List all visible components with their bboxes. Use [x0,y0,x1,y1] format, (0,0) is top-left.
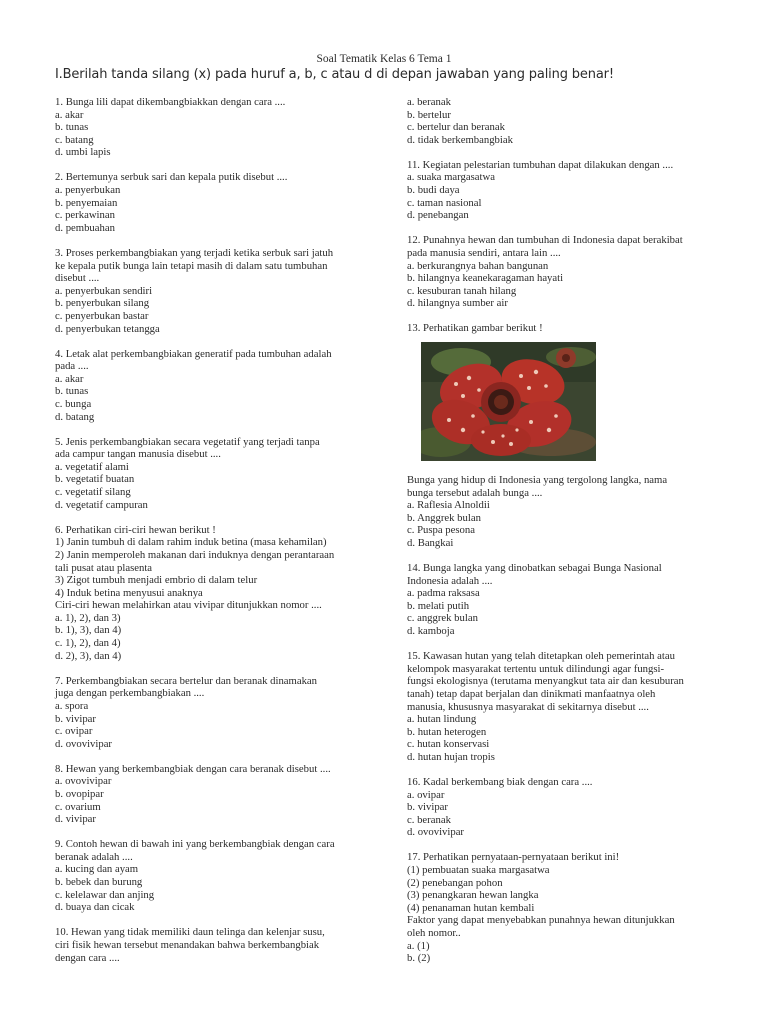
answer-option: c. hutan konservasi [407,738,490,751]
answer-option: c. ovarium [55,800,101,813]
answer-option: c. perkawinan [55,209,115,222]
question-text: pada manusia sendiri, antara lain .... [407,246,561,259]
answer-option: c. bunga [55,397,92,410]
question-5 [55,436,375,512]
answer-option: b. ovopipar [55,788,104,800]
answer-option: b. hilangnya keanekaragaman hayati [407,272,564,285]
answer-option: a. hutan lindung [407,713,477,726]
answer-option: a. 1), 2), dan 3) [55,611,121,624]
answer-option: d. Bangkai [407,536,454,549]
question-text: 7. Perkembangbiakan secara bertelur dan beranak dinamakan [55,674,318,687]
question-text: ke kepala putik bunga lain tetapi masih di dalam satu tumbuhan [55,259,328,272]
answer-option: b. hutan heterogen [407,725,487,738]
question-1 [55,96,375,159]
answer-option: b. vegetatif buatan [55,473,135,486]
answer-option: a. padma raksasa [407,587,480,600]
question-text: ada campur tangan manusia disebut .... [55,448,221,461]
question-text: fungsi ekologisnya (terutama menyangkut tata air dan kesuburan [407,675,684,688]
answer-option: c. bertelur dan beranak [407,121,505,134]
question-text: 11. Kegiatan pelestarian tumbuhan dapat dilakukan dengan .... [407,158,674,171]
question-text: 3. Proses perkembangbiakan yang terjadi ketika serbuk sari jatuh [55,246,334,259]
answer-option: a. berkurangnya bahan bangunan [407,259,549,272]
answer-option: c. ovipar [55,725,93,738]
answer-option: c. kelelawar dan anjing [55,888,155,901]
question-text: juga dengan perkembangbiakan .... [55,687,205,700]
answer-option: d. pembuahan [55,221,115,234]
question-9 [55,838,375,914]
answer-option: d. ovovivipar [55,737,112,750]
question-text: 16. Kadal berkembang biak dengan cara .... [407,775,593,788]
question-8 [55,763,375,826]
instruction-heading: I.Berilah tanda silang (x) pada huruf a, b, c atau d di depan jawaban yang paling benar! [55,67,614,82]
question-text: oleh nomor.. [407,927,461,939]
answer-option: d. hilangnya sumber air [407,297,508,310]
answer-option: d. ovovivipar [407,826,464,839]
answer-option: a. suaka margasatwa [407,171,495,184]
question-17 [407,851,727,964]
answer-option: a. (1) [407,939,430,952]
question-7 [55,675,375,751]
question-10-options [407,96,727,146]
question-13 [407,322,727,549]
question-text: 4. Letak alat perkembangbiakan generatif pada tumbuhan adalah [55,347,332,360]
question-text: pada .... [55,360,89,373]
answer-option: d. vivipar [55,813,96,826]
question-text: 6. Perhatikan ciri-ciri hewan berikut ! [55,523,216,536]
question-text: bunga tersebut adalah bunga .... [407,486,543,499]
question-text: ciri fisik hewan tersebut menandakan bahwa berkembangbiak [55,938,320,951]
question-text: 13. Perhatikan gambar berikut ! [407,322,543,335]
answer-option: d. kamboja [407,625,455,638]
rafflesia-flower-photo [421,342,596,461]
question-text: 15. Kawasan hutan yang telah ditetapkan oleh pemerintah atau [407,650,675,663]
question-text: 12. Punahnya hewan dan tumbuhan di Indonesia dapat berakibat [407,234,683,247]
answer-option: c. anggrek bulan [407,612,478,625]
question-text: 3) Zigot tumbuh menjadi embrio di dalam telur [55,574,258,587]
question-text: tanah) tetap dapat berjalan dan dinikmati manfaatnya oleh [407,687,656,700]
answer-option: d. umbi lapis [55,146,111,159]
question-text: Indonesia adalah .... [407,574,493,587]
answer-option: a. spora [55,699,89,712]
answer-option: a. kucing dan ayam [55,863,139,876]
question-text: Faktor yang dapat menyebabkan punahnya hewan ditunjukkan [407,914,675,927]
question-text: 2. Bertemunya serbuk sari dan kepala putik disebut .... [55,171,288,184]
answer-option: a. ovipar [407,788,445,801]
question-text: (3) penangkaran hewan langka [407,889,539,902]
question-text: 10. Hewan yang tidak memiliki daun telinga dan kelenjar susu, [55,926,325,939]
answer-option: d. buaya dan cicak [55,901,135,914]
answer-option: c. Puspa pesona [407,524,475,537]
question-text: 2) Janin memperoleh makanan dari induknya dengan perantaraan [55,548,335,561]
answer-option: b. Anggrek bulan [407,511,481,524]
answer-option: b. bertelur [407,108,451,121]
answer-option: a. vegetatif alami [55,460,129,473]
question-10 [55,926,375,964]
answer-option: c. kesuburan tanah hilang [407,284,517,297]
answer-option: d. penebangan [407,209,469,222]
answer-option: b. tunas [55,385,89,398]
question-text: tali pusat atau plasenta [55,561,153,574]
question-text: 4) Induk betina menyusui anaknya [55,586,203,599]
answer-option: c. penyerbukan bastar [55,309,149,322]
question-text: 9. Contoh hewan di bawah ini yang berkembangbiak dengan cara [55,838,335,851]
answer-option: a. beranak [407,96,451,108]
question-4 [55,348,375,424]
question-12 [407,234,727,310]
answer-option: b. budi daya [407,184,460,197]
answer-option: d. vegetatif campuran [55,498,148,511]
answer-option: b. vivipar [407,801,448,814]
answer-option: c. beranak [407,813,451,826]
answer-option: b. 1), 3), dan 4) [55,624,122,637]
question-14 [407,562,727,638]
answer-option: b. bebek dan burung [55,876,143,889]
question-text: beranak adalah .... [55,850,133,863]
answer-option: a. ovovivipar [55,775,112,788]
question-text: dengan cara .... [55,951,120,964]
question-text: (1) pembuatan suaka margasatwa [407,864,550,877]
answer-option: c. 1), 2), dan 4) [55,637,121,650]
question-11 [407,159,727,222]
answer-option: d. hutan hujan tropis [407,750,495,763]
answer-option: d. penyerbukan tetangga [55,322,160,335]
question-text: 5. Jenis perkembangbiakan secara vegetatif yang terjadi tanpa [55,435,320,448]
question-text: (2) penebangan pohon [407,876,503,889]
answer-option: b. (2) [407,952,431,965]
document-title: Soal Tematik Kelas 6 Tema 1 [316,53,452,65]
answer-option: c. batang [55,133,94,146]
answer-option: a. Raflesia Alnoldii [407,499,490,512]
answer-option: b. penyemaian [55,196,118,209]
question-text: Ciri-ciri hewan melahirkan atau vivipar ditunjukkan nomor .... [55,599,322,612]
question-text: Bunga yang hidup di Indonesia yang tergolong langka, nama [407,474,668,486]
question-3 [55,247,375,335]
answer-option: c. taman nasional [407,196,482,209]
answer-option: c. vegetatif silang [55,486,131,499]
answer-option: d. tidak berkembangbiak [407,133,513,146]
right-column [407,96,727,977]
answer-option: a. penyerbukan [55,184,121,197]
question-16 [407,776,727,839]
answer-option: a. penyerbukan sendiri [55,284,153,297]
question-text: (4) penanaman hutan kembali [407,901,535,914]
question-text: 1) Janin tumbuh di dalam rahim induk betina (masa kehamilan) [55,536,327,549]
answer-option: b. melati putih [407,599,470,612]
question-6 [55,524,375,663]
question-text: manusia, khususnya masyarakat di sekitarnya disebut .... [407,700,649,713]
question-text: 8. Hewan yang berkembangbiak dengan cara beranak disebut .... [55,762,331,775]
answer-option: a. akar [55,372,84,385]
answer-option: b. penyerbukan silang [55,297,150,310]
question-text: 17. Perhatikan pernyataan-pernyataan berikut ini! [407,851,620,864]
left-column [55,96,375,977]
question-text: kelompok masyarakat tertentu untuk dilindungi agar fungsi- [407,662,665,675]
question-text: 14. Bunga langka yang dinobatkan sebagai Bunga Nasional [407,562,662,575]
answer-option: d. batang [55,410,95,423]
question-15 [407,650,727,763]
answer-option: b. vivipar [55,712,96,725]
question-text: 1. Bunga lili dapat dikembangbiakkan dengan cara .... [55,96,286,108]
question-text: disebut .... [55,272,100,285]
answer-option: b. tunas [55,121,89,134]
answer-option: a. akar [55,108,84,121]
question-2 [55,171,375,234]
answer-option: d. 2), 3), dan 4) [55,649,122,662]
